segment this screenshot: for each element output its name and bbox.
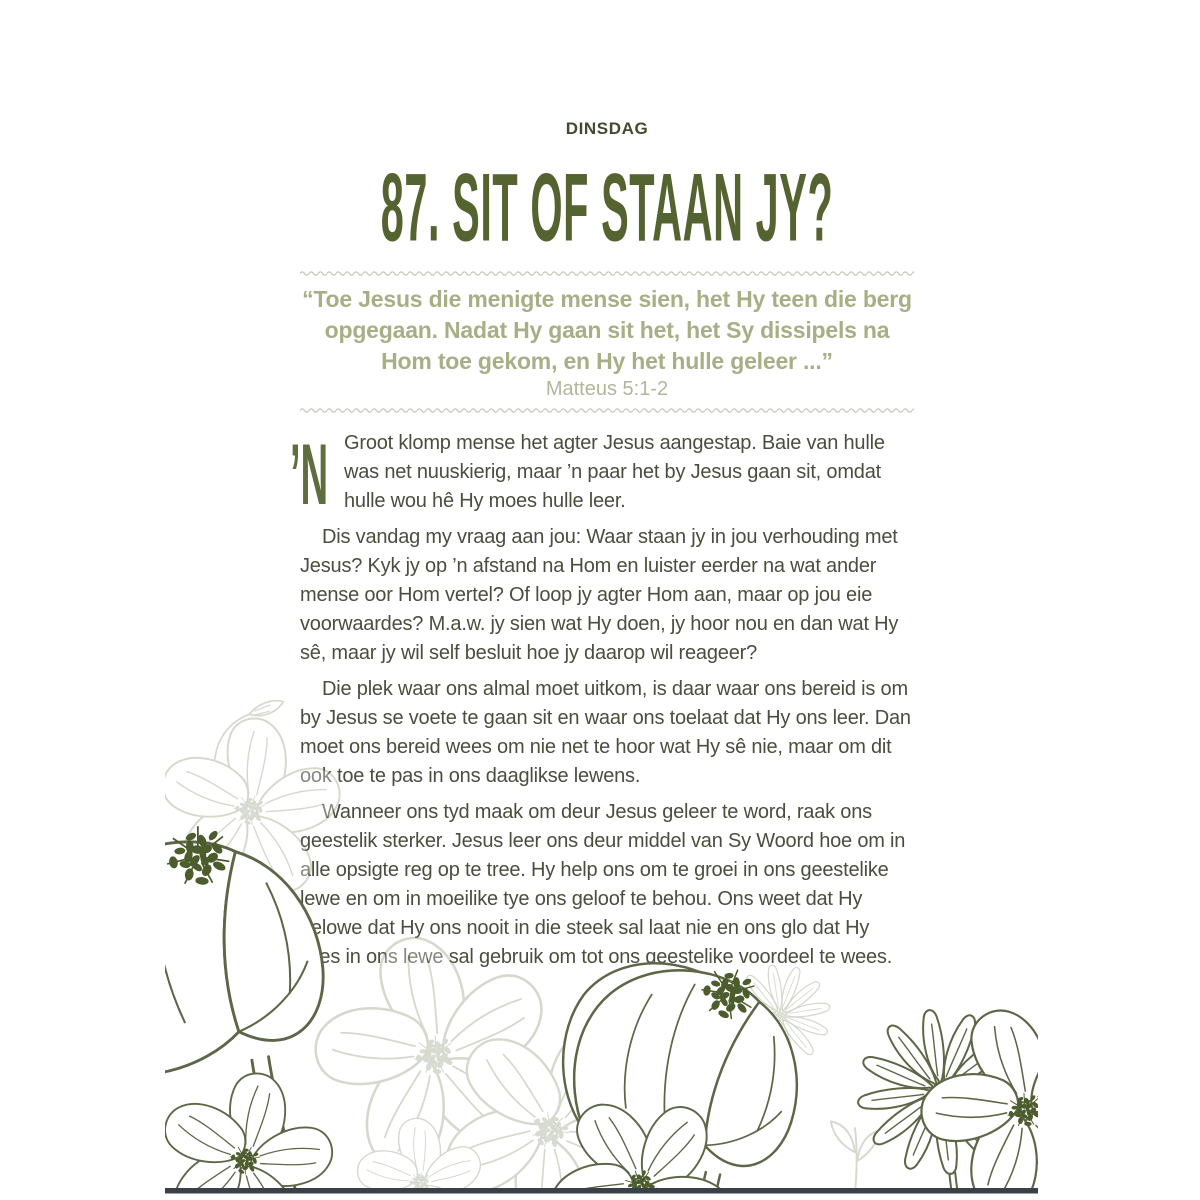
wavy-divider-top <box>300 269 914 276</box>
page-title: 87. SIT OF STAAN JY? <box>380 153 834 261</box>
dropcap: ’N <box>290 427 329 524</box>
paragraph-text: Groot klomp mense het agter Jesus aangestap. Baie van hulle was net nuuskierig, maar ’n paar het by Jesus gaan sit, omdat hulle wou hê Hy moes hulle leer. <box>344 432 885 512</box>
title-wrap <box>300 153 914 261</box>
poppy-flowers-illustration <box>140 660 1060 1200</box>
paragraph: Dis vandag my vraag aan jou: Waar staan jy in jou verhouding met Jesus? Kyk jy op ’n afstand na Hom en luister eerder na wat ander mense oor Hom vertel? Of loop jy agter Hom aan, maar op jou eie voorwaardes? M.a.w. jy sien wat Hy doen, jy hoor nou en dan wat Hy sê, maar jy wil self besluit hoe jy daarop wil reageer? <box>300 526 899 664</box>
paragraph: Die plek waar ons almal moet uitkom, is daar waar ons bereid is om by Jesus se voete te gaan sit en waar ons toelaat dat Hy ons leer. Dan moet ons bereid wees om nie net te hoor wat Hy sê nie, maar om dit ook toe te pas in ons daaglikse lewens. <box>300 678 911 787</box>
page-bottom-edge <box>165 1188 1038 1194</box>
paragraph: Wanneer ons tyd maak om deur Jesus geleer te word, raak ons geestelik sterker. Jesus leer ons deur middel van Sy Woord hoe om in alle opsigte reg op te tree. Hy help ons om te groei in ons geestelike lewe en om in moeilike tye ons geloof te behou. Ons weet dat Hy belowe dat Hy ons nooit in die steek sal laat nie en ons glo dat Hy alles in ons lewe sal gebruik om tot ons geestelike voordeel te wees. <box>300 801 906 968</box>
scripture-reference: Matteus 5:1-2 <box>545 378 669 400</box>
scripture-quote: “Toe Jesus die menigte mense sien, het Hy teen die berg opgegaan. Nadat Hy gaan sit het, het Sy dissipels na Hom toe gekom, en Hy het hulle geleer ...” <box>302 286 912 374</box>
day-label: DINSDAG <box>565 119 649 138</box>
paragraph-lead <box>290 427 914 524</box>
wavy-divider-bottom <box>300 406 914 413</box>
